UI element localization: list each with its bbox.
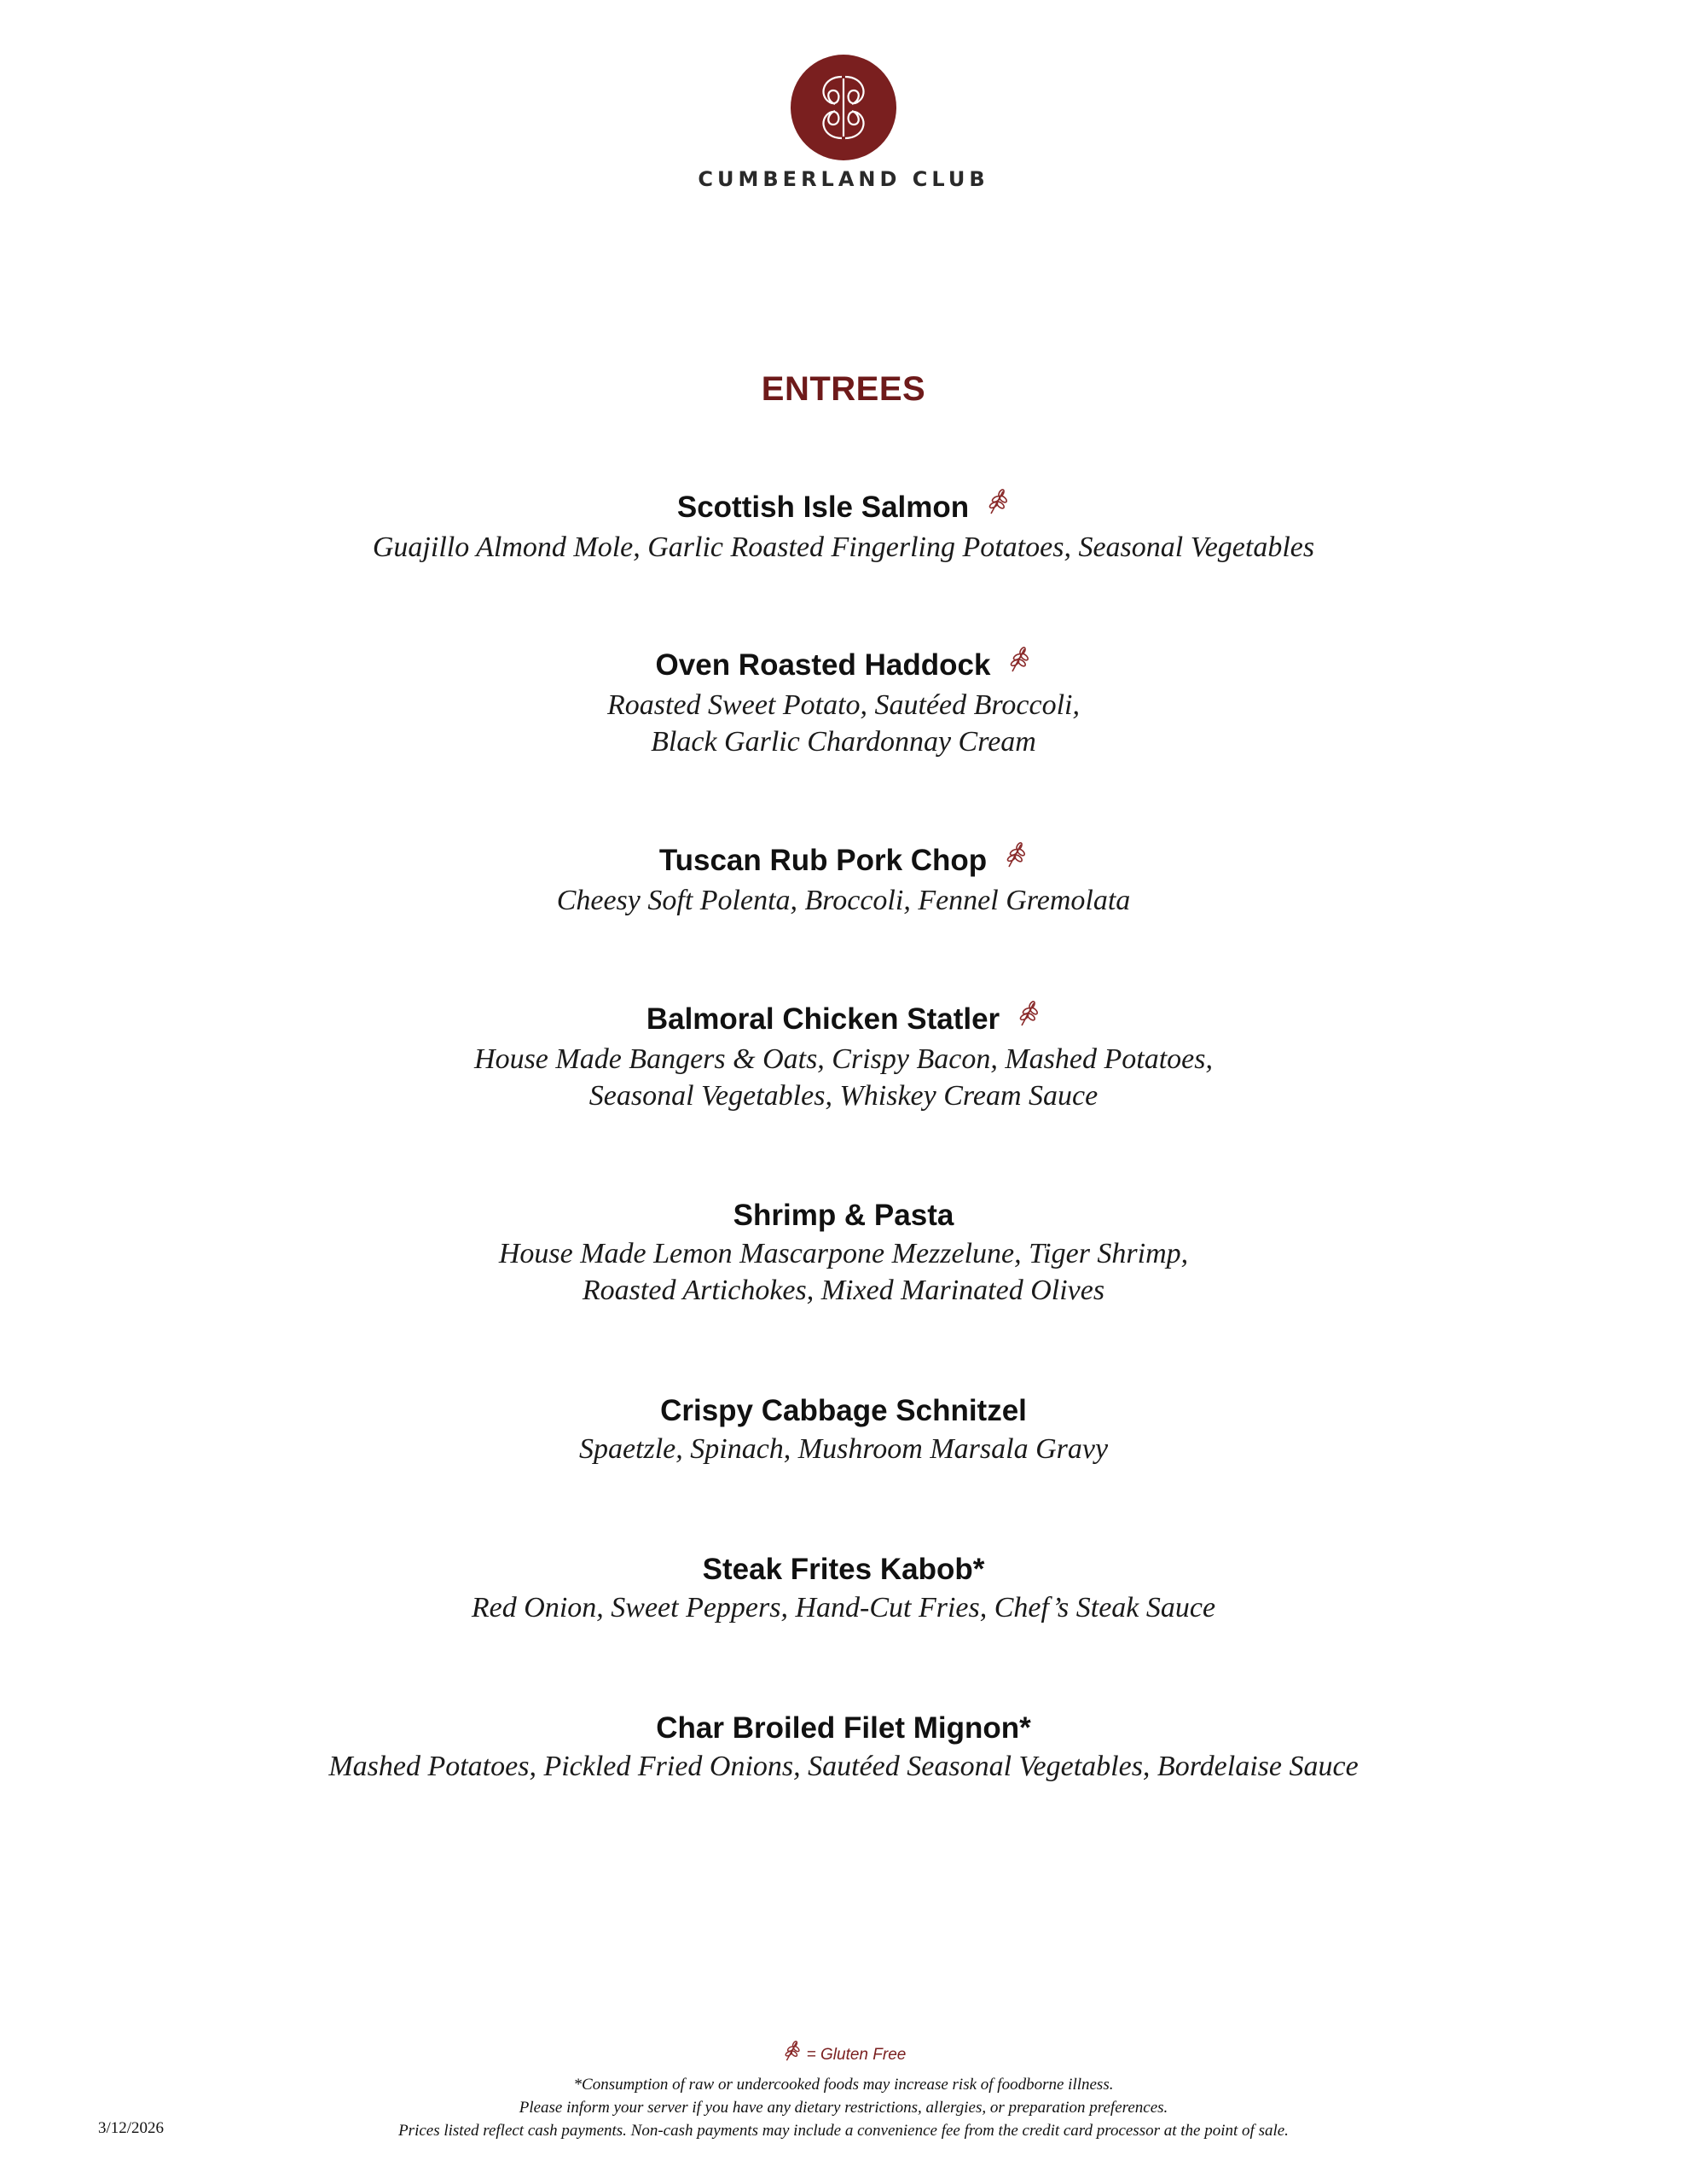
menu-item — [0, 1709, 1687, 1785]
club-name: CUMBERLAND CLUB — [698, 167, 989, 191]
menu-item — [0, 1196, 1687, 1309]
section-title: ENTREES — [761, 370, 926, 408]
item-description: Roasted Artichokes, Mixed Marinated Olives — [582, 1275, 1105, 1306]
menu-item — [0, 1391, 1687, 1467]
gluten-free-legend — [0, 2042, 1687, 2069]
wheat-gluten-free-icon — [781, 2040, 802, 2067]
footer-line-raw-food: *Consumption of raw or undercooked foods may increase risk of foodborne illness. — [573, 2076, 1114, 2094]
item-description: Seasonal Vegetables, Whiskey Cream Sauce — [588, 1079, 1099, 1112]
footer-line-prices: Prices listed reflect cash payments. Non-cash payments may include a convenience fee from the credit card processor at the point of sale. — [398, 2122, 1289, 2140]
item-name: Char Broiled Filet Mignon* — [656, 1711, 1031, 1745]
club-logo — [0, 53, 1687, 162]
legend-text: = Gluten Free — [806, 2046, 907, 2065]
menu-date: 3/12/2026 — [98, 2119, 165, 2137]
item-name: Balmoral Chicken Statler — [646, 1002, 1000, 1036]
item-name: Oven Roasted Haddock — [655, 648, 991, 682]
gluten-free-icon — [1002, 839, 1028, 879]
item-name: Scottish Isle Salmon — [676, 491, 970, 524]
item-description: Cheesy Soft Polenta, Broccoli, Fennel Gremolata — [556, 884, 1131, 916]
menu-item — [0, 841, 1687, 919]
gluten-free-icon — [1015, 998, 1041, 1037]
item-name: Tuscan Rub Pork Chop — [658, 844, 988, 877]
gluten-free-icon — [984, 486, 1010, 526]
item-name: Steak Frites Kabob* — [702, 1553, 985, 1586]
monogram-logo-icon — [789, 53, 898, 162]
menu-item — [0, 646, 1687, 760]
menu-item — [0, 488, 1687, 566]
item-description: Black Garlic Chardonnay Cream — [651, 725, 1036, 758]
menu-item — [0, 1550, 1687, 1626]
item-description: House Made Lemon Mascarpone Mezzelune, Tiger Shrimp, — [498, 1238, 1189, 1269]
item-description: Guajillo Almond Mole, Garlic Roasted Fingerling Potatoes, Seasonal Vegetables — [372, 531, 1315, 563]
item-description: Roasted Sweet Potato, Sautéed Broccoli, — [607, 688, 1080, 721]
menu-item — [0, 1000, 1687, 1114]
item-description: House Made Bangers & Oats, Crispy Bacon, Mashed Potatoes, — [474, 1043, 1213, 1075]
item-name: Shrimp & Pasta — [733, 1199, 954, 1232]
item-description: Mashed Potatoes, Pickled Fried Onions, Sautéed Seasonal Vegetables, Bordelaise Sauce — [328, 1751, 1359, 1782]
item-description: Red Onion, Sweet Peppers, Hand-Cut Fries, Chef’s Steak Sauce — [471, 1592, 1216, 1623]
item-description: Spaetzle, Spinach, Mushroom Marsala Gravy — [578, 1433, 1109, 1465]
gluten-free-icon — [1006, 644, 1031, 683]
item-name: Crispy Cabbage Schnitzel — [660, 1394, 1027, 1427]
footer-line-dietary: Please inform your server if you have any dietary restrictions, allergies, or preparation preferences. — [519, 2099, 1168, 2117]
